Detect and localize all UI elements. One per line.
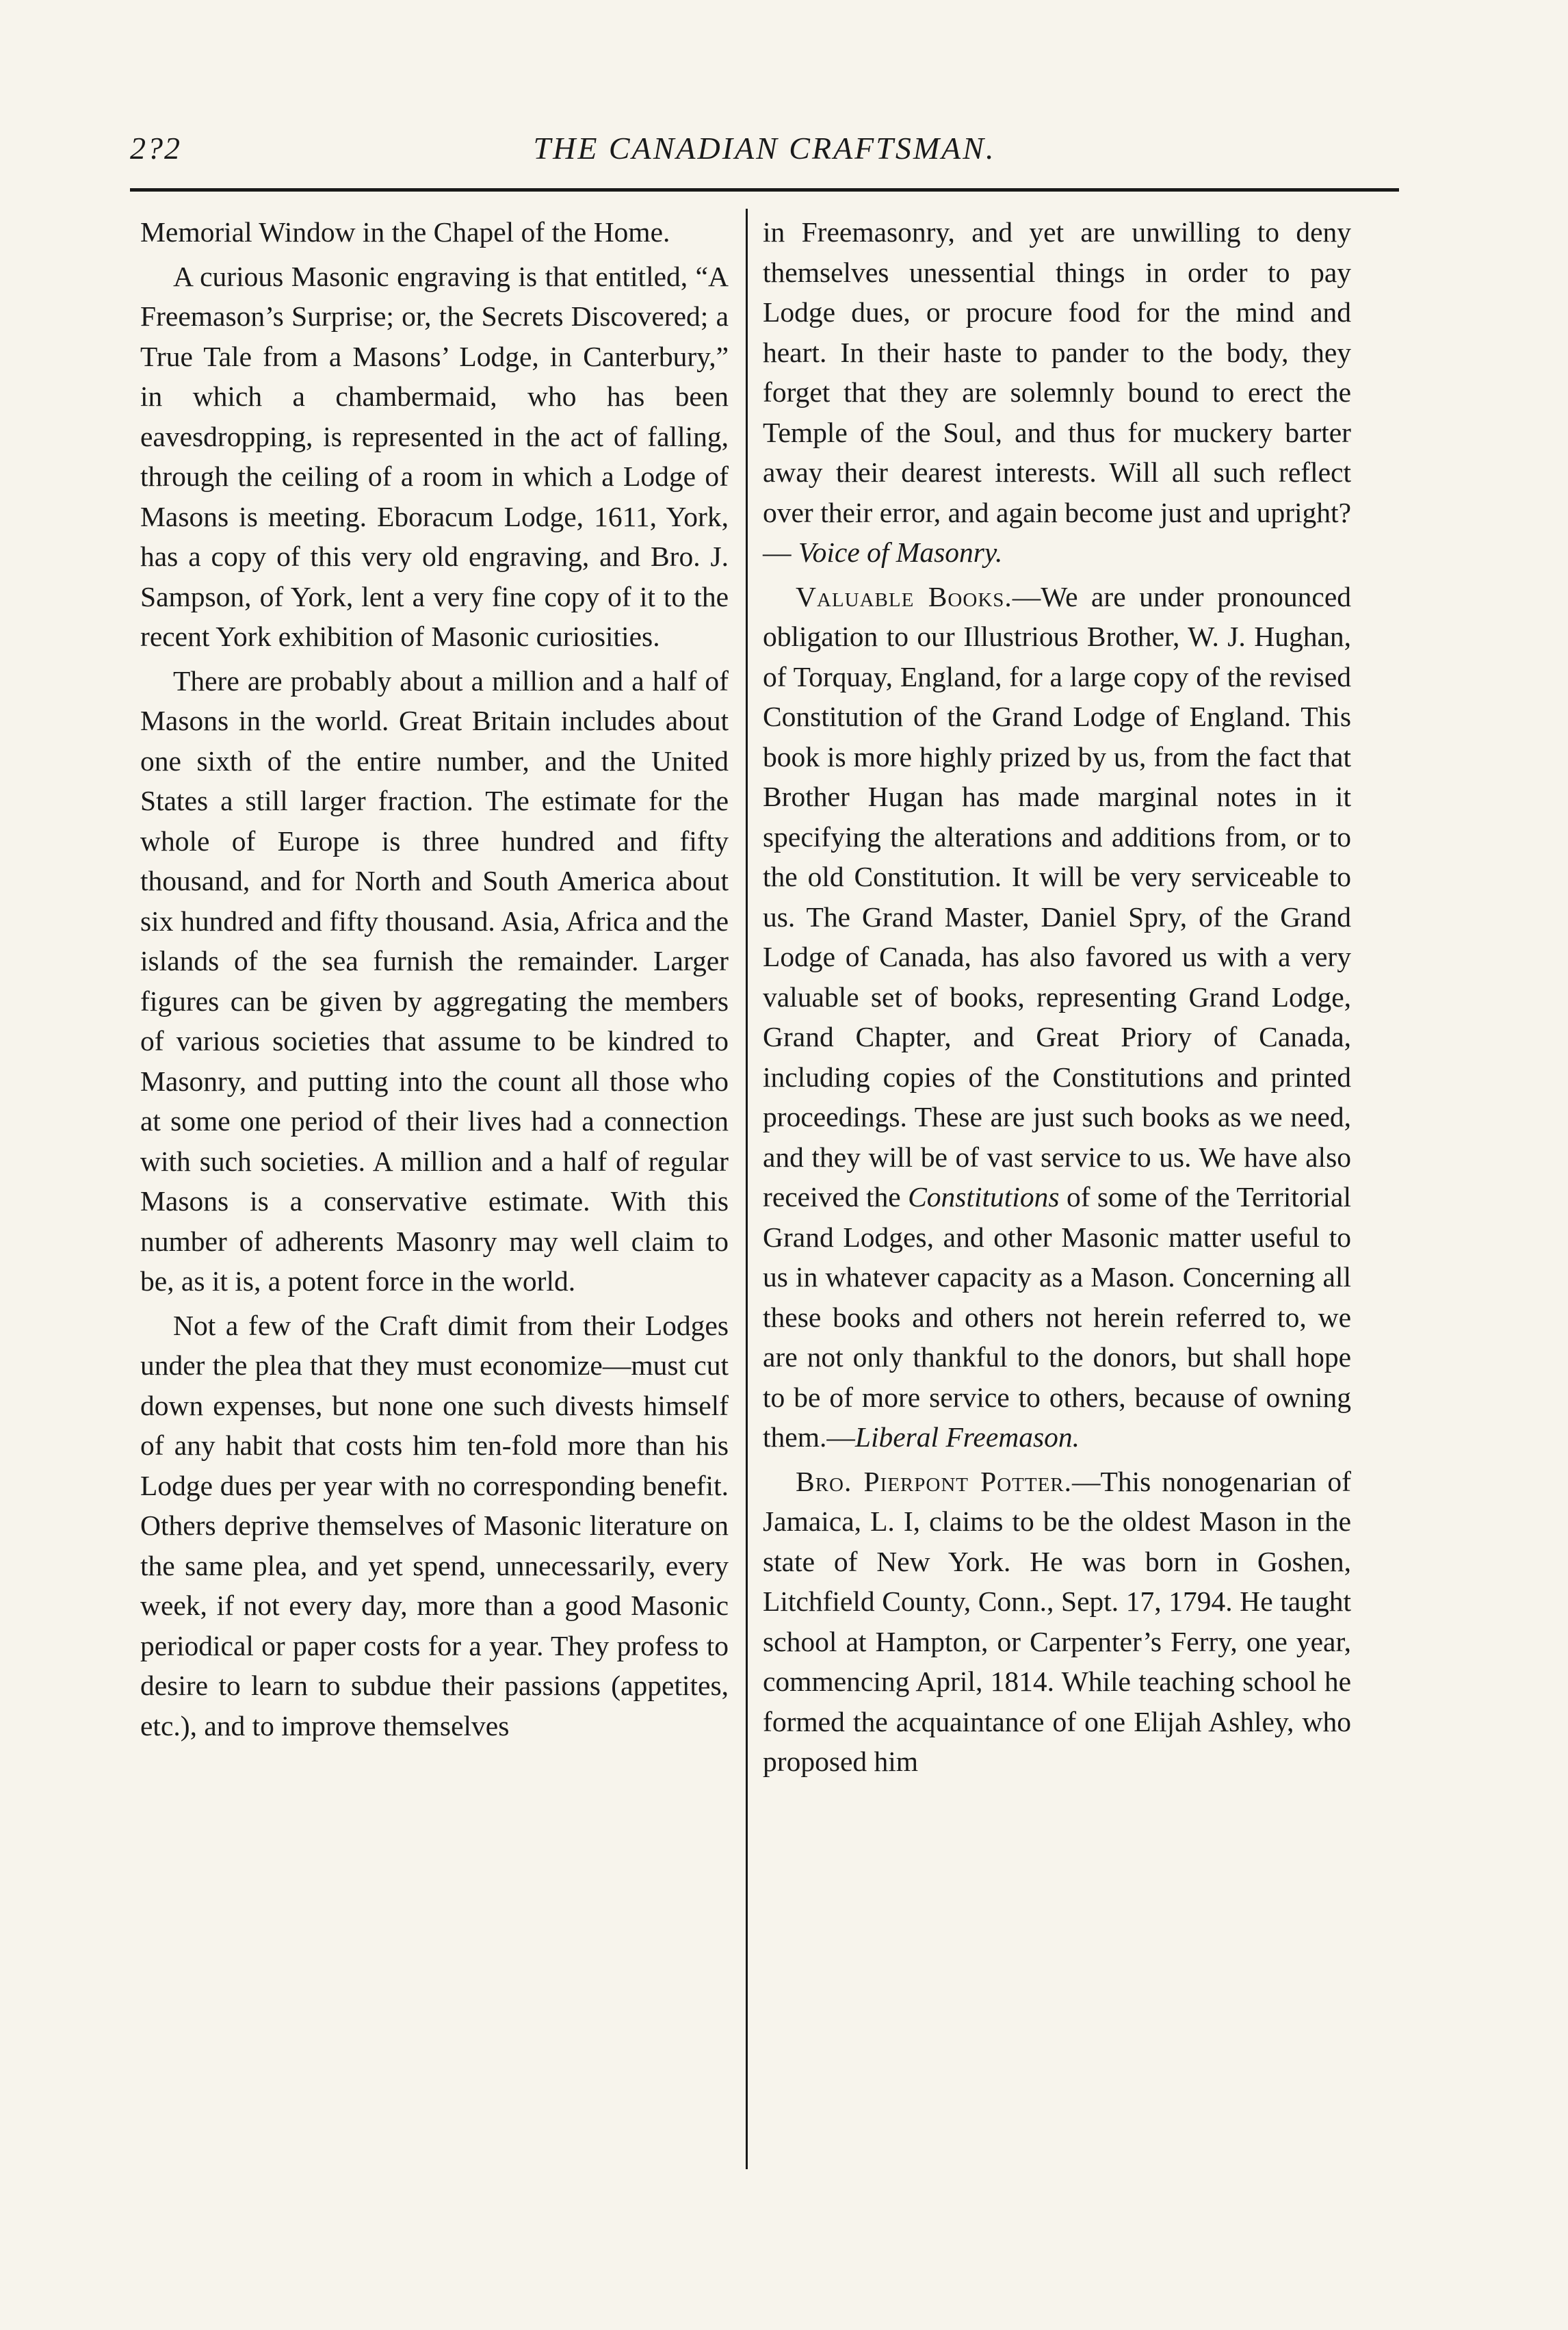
constitutions-italic: Constitutions (908, 1181, 1060, 1213)
left-paragraph-3: There are probably about a million and a half of Masons in the world. Great Britain includes about one sixth of the entire number, and the United States a still larger fraction. The estimate for the whole of Europe is three hundred and fifty thousand, and for North and South America about six hundred and fifty thousand. Asia, Africa and the islands of the sea furnish the remainder. Larger figures can be given by aggregating the members of various societies that assume to be kindred to Masonry, and putting into the count all those who at some one period of their lives had a connection with such societies. A million and a half of regular Masons is a conservative estimate. With this number of adherents Masonry may well claim to be, as it is, a potent force in the world. (140, 664, 729, 1297)
right-paragraph-3 (763, 1462, 1351, 1782)
right-paragraph-2-cont: of some of the Territorial Grand Lodges, and other Masonic matter useful to us in whatever capacity as a Mason. Concerning all these books and others not herein referred to, we are not only thankful to the donors, but shall hope to be of more service to others, because of owning them.— (763, 1181, 1351, 1453)
right-paragraph-1-source: Voice of Masonry. (798, 536, 1003, 568)
pierpont-potter-heading: Bro. Pierpont Potter. (796, 1465, 1073, 1497)
right-paragraph-3-text: —This nonogenarian of Jamaica, L. I, claims to be the oldest Mason in the state of New York. He was born in Goshen, Litchfield County, Conn., Sept. 17, 1794. He taught school at Hampton, or Carpenter’s Ferry, one year, commencing April, 1814. While teaching school he formed the acquaintance of one Elijah Ashley, who proposed him (763, 1465, 1351, 1777)
right-paragraph-1 (763, 212, 1351, 573)
right-paragraph-1-text: in Freemasonry, and yet are unwilling to deny themselves unessential things in order to pay Lodge dues, or procure food for the mind and heart. In their haste to pander to the body, they forget that they are solemnly bound to erect the Temple of the Soul, and thus for muckery barter away their dearest interests. Will all such reflect over their error, and again become just and upright?— (763, 216, 1351, 568)
right-paragraph-2 (763, 577, 1351, 1458)
right-paragraph-2-source: Liberal Freemason. (854, 1421, 1080, 1453)
running-title: THE CANADIAN CRAFTSMAN. (533, 131, 996, 166)
valuable-books-heading: Valuable Books. (796, 580, 1012, 612)
left-paragraph-1: Memorial Window in the Chapel of the Home. (140, 216, 670, 248)
right-paragraph-2-text: —We are under pronounced obligation to our Illustrious Brother, W. J. Hughan, of Torquay, England, for a large copy of the revised Constitution of the Grand Lodge of England. This book is more highly prized by us, from the fact that Brother Hugan has made marginal notes in it specifying the alterations and additions from, or to the old Constitution. It will be very serviceable to us. The Grand Master, Daniel Spry, of the Grand Lodge of Canada, has also favored us with a very valuable set of books, representing Grand Lodge, Grand Chapter, and Great Priory of Canada, including copies of the Constitutions and printed proceedings. These are just such books as we need, and they will be of vast service to us. We have also received the (763, 580, 1351, 1213)
column-divider (746, 209, 748, 2169)
right-column (763, 212, 1351, 1786)
left-column (140, 212, 729, 1750)
left-paragraph-2: A curious Masonic engraving is that entitled, “A Freemason’s Surprise; or, the Secrets Discovered; a True Tale from a Masons’ Lodge, in Canterbury,” in which a chambermaid, who has been eavesdropping, is represented in the act of falling, through the ceiling of a room in which a Lodge of Masons is meeting. Eboracum Lodge, 1611, York, has a copy of this very old engraving, and Bro. J. Sampson, of York, lent a very fine copy of it to the recent York exhibition of Masonic curiosities. (140, 260, 729, 652)
left-paragraph-4: Not a few of the Craft dimit from their Lodges under the plea that they must economize—must cut down expenses, but none one such divests himself of any habit that costs him ten-fold more than his Lodge dues per year with no corresponding benefit. Others deprive themselves of Masonic literature on the same plea, and yet spend, unnecessarily, every week, if not every day, more than a good Masonic periodical or paper costs for a year. They profess to desire to learn to subdue their passions (appetites, etc.), and to improve themselves (140, 1309, 729, 1742)
header-rule (130, 188, 1399, 192)
page-number: 2?2 (130, 131, 181, 166)
page-header (130, 130, 1399, 185)
